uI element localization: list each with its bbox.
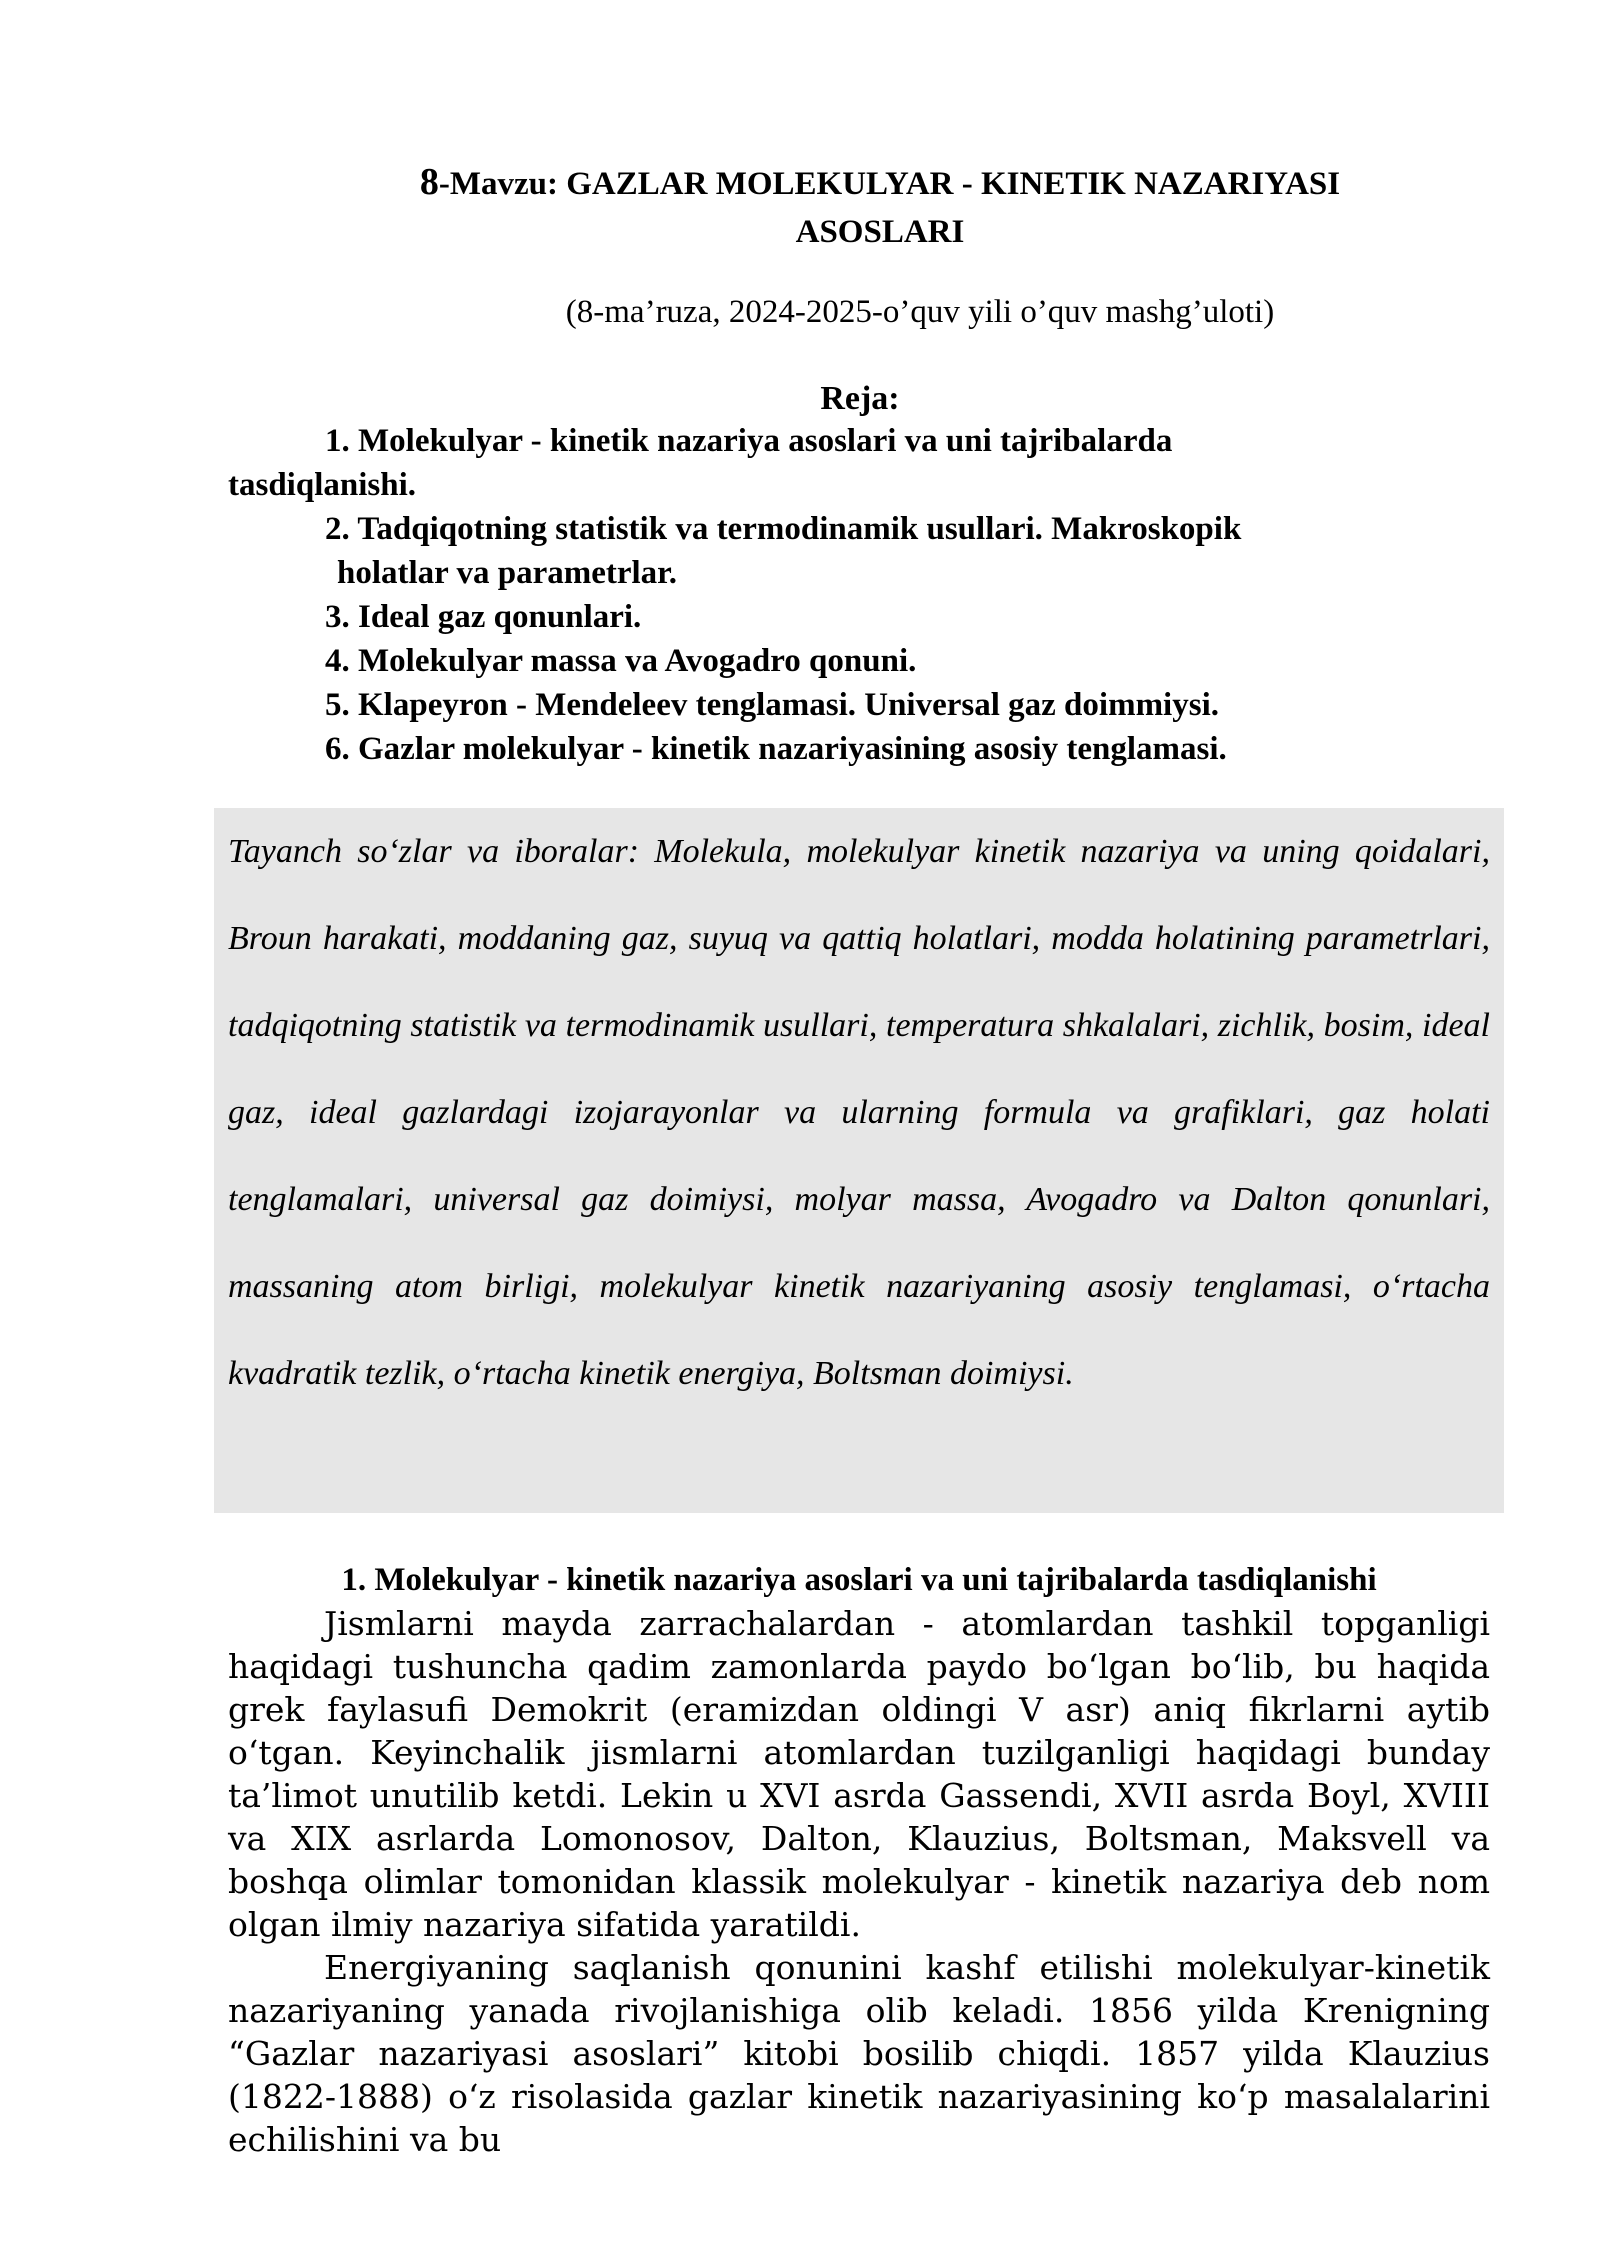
body-text xyxy=(228,1602,1490,2161)
plan-list xyxy=(0,419,1600,771)
section-1-heading: 1. Molekulyar - kinetik nazariya asoslari va uni tajribalarda tasdiqlanishi xyxy=(341,1562,1377,1598)
plan-heading: Reja: xyxy=(820,380,900,417)
title-number: 8 xyxy=(419,161,439,203)
lecture-title xyxy=(330,158,1430,256)
title-line-1 xyxy=(330,158,1430,208)
lecture-subtitle: (8-ma’ruza, 2024-2025-o’quv yili o’quv mashg’uloti) xyxy=(565,294,1275,330)
body-paragraph-1: Jismlarni mayda zarrachalardan - atomlardan tashkil topganligi haqidagi tushuncha qadim zamonlarda paydo bo‘lgan bo‘lib, bu haqida grek faylasufi Demokrit (eramizdan oldingi V asr) aniq fikrlarni aytib o‘tgan. Keyinchalik jismlarni atomlardan tuzilganligi haqidagi bunday ta’limot unutilib ketdi. Lekin u XVI asrda Gassendi, XVII asrda Boyl, XVIII va XIX asrlarda Lomonosov, Dalton, Klauzius, Boltsman, Maksvell va boshqa olimlar tomonidan klassik molekulyar - kinetik nazariya deb nom olgan ilmiy nazariya sifatida yaratildi. xyxy=(228,1604,1490,1944)
plan-item-3: 3. Ideal gaz qonunlari. xyxy=(325,599,642,635)
plan-item-5: 5. Klapeyron - Mendeleev tenglamasi. Universal gaz doimmiysi. xyxy=(325,687,1219,723)
title-text: -Mavzu: GAZLAR MOLEKULYAR - KINETIK NAZARIYASI xyxy=(438,166,1341,202)
plan-item-1-continuation: tasdiqlanishi. xyxy=(228,467,417,503)
plan-item-2-continuation: holatlar va parametrlar. xyxy=(337,555,678,591)
plan-item-1: 1. Molekulyar - kinetik nazariya asoslari va uni tajribalarda xyxy=(325,423,1173,459)
plan-item-6: 6. Gazlar molekulyar - kinetik nazariyasining asosiy tenglamasi. xyxy=(325,731,1227,767)
title-line-2: ASOSLARI xyxy=(795,214,965,250)
plan-item-4: 4. Molekulyar massa va Avogadro qonuni. xyxy=(325,643,917,679)
body-paragraph-2: Energiyaning saqlanish qonunini kashf etilishi molekulyar-kinetik nazariyaning yanada rivojlanishiga olib keladi. 1856 yilda Krenigning “Gazlar nazariyasi asoslari” kitobi bosilib chiqdi. 1857 yilda Klauzius (1822-1888) o‘z risolasida gazlar kinetik nazariyasining ko‘p masalalarini echilishini va bu xyxy=(228,1948,1490,2159)
plan-item-2: 2. Tadqiqotning statistik va termodinamik usullari. Makroskopik xyxy=(325,511,1242,547)
keywords-paragraph: Tayanch so‘zlar va iboralar: Molekula, molekulyar kinetik nazariya va uning qoidalari, Broun harakati, moddaning gaz, suyuq va qattiq holatlari, modda holatining parametrlari, tadqiqotning statistik va termodinamik usullari, temperatura shkalalari, zichlik, bosim, ideal gaz, ideal gazlardagi izojarayonlar va ularning formula va grafiklari, gaz holati tenglamalari, universal gaz doimiysi, molyar massa, Avogadro va Dalton qonunlari, massaning atom birligi, molekulyar kinetik nazariyaning asosiy tenglamasi, o‘rtacha kvadratik tezlik, o‘rtacha kinetik energiya, Boltsman doimiysi. xyxy=(228,833,1490,1392)
